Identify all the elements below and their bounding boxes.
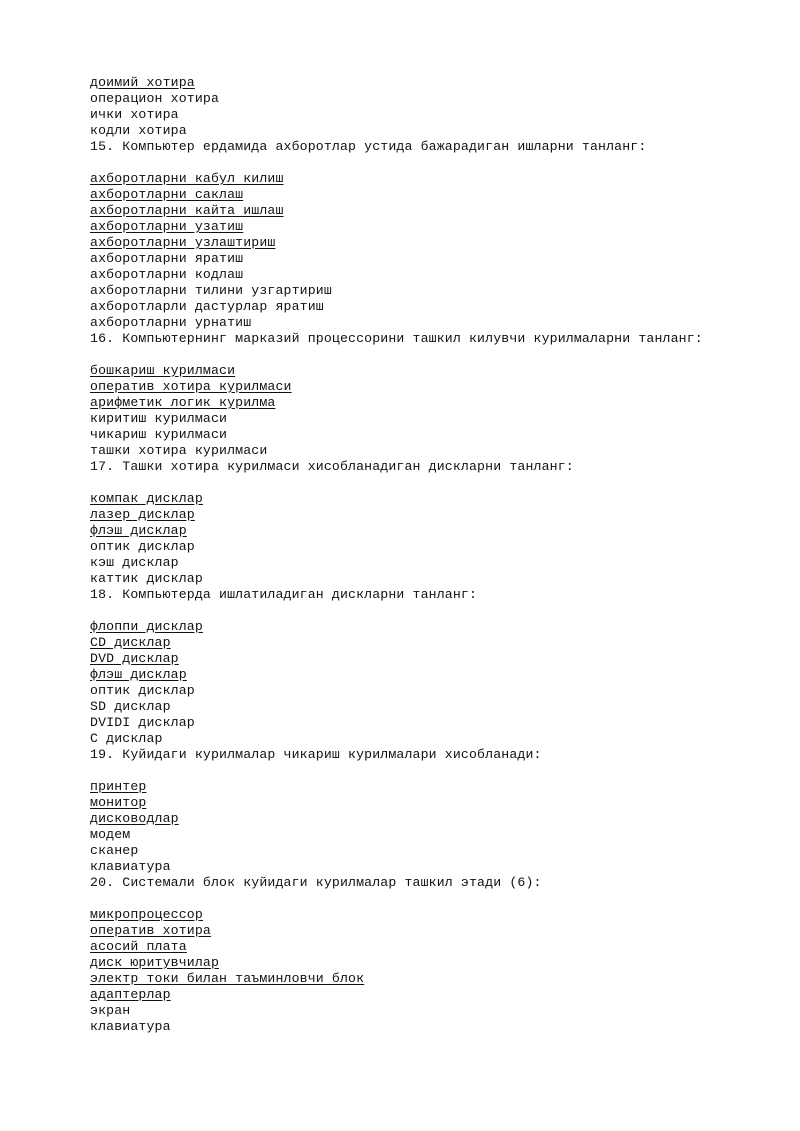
correct-answer-option: DVD дисклар <box>90 651 179 666</box>
correct-answer-option: компак дисклар <box>90 491 203 506</box>
blank-line <box>90 475 770 491</box>
correct-answer-option: арифметик логик курилма <box>90 395 276 410</box>
answer-option: ахборотларни тилини узгартириш <box>90 283 332 298</box>
correct-answer-option: микропроцессор <box>90 907 203 922</box>
correct-answer-option: флэш дисклар <box>90 523 187 538</box>
correct-answer-option: монитор <box>90 795 147 810</box>
answer-option: кэш дисклар <box>90 555 179 570</box>
answer-option: операцион хотира <box>90 91 220 106</box>
question-text: 17. Ташки хотира курилмаси хисобланадиган дискларни танланг: <box>90 459 574 474</box>
answer-option: ахборотларни яратиш <box>90 251 244 266</box>
question-text: 19. Куйидаги курилмалар чикариш курилмалари хисобланади: <box>90 747 542 762</box>
correct-answer-option: бошкариш курилмаси <box>90 363 236 378</box>
blank-line <box>90 347 770 363</box>
correct-answer-option: ахборотларни узлаштириш <box>90 235 276 250</box>
correct-answer-option: ахборотларни кайта ишлаш <box>90 203 284 218</box>
correct-answer-option: электр токи билан таъминловчи блок <box>90 971 365 986</box>
correct-answer-option: принтер <box>90 779 147 794</box>
answer-option: ички хотира <box>90 107 179 122</box>
answer-option: С дисклар <box>90 731 163 746</box>
blank-line <box>90 155 770 171</box>
correct-answer-option: ахборотларни узатиш <box>90 219 244 234</box>
question-text: 20. Системали блок куйидаги курилмалар ташкил этади (6): <box>90 875 542 890</box>
answer-option: SD дисклар <box>90 699 171 714</box>
question-text: 16. Компьютернинг марказий процессорини ташкил килувчи курилмаларни танланг: <box>90 331 703 346</box>
answer-option: оптик дисклар <box>90 539 195 554</box>
blank-line <box>90 603 770 619</box>
correct-answer-option: ахборотларни саклаш <box>90 187 244 202</box>
answer-option: ахборотларни кодлаш <box>90 267 244 282</box>
answer-option: ахборотларли дастурлар яратиш <box>90 299 324 314</box>
correct-answer-option: оператив хотира <box>90 923 211 938</box>
correct-answer-option: ахборотларни кабул килиш <box>90 171 284 186</box>
correct-answer-option: CD дисклар <box>90 635 171 650</box>
answer-option: сканер <box>90 843 139 858</box>
answer-option: кодли хотира <box>90 123 187 138</box>
blank-line <box>90 763 770 779</box>
answer-option: киритиш курилмаси <box>90 411 228 426</box>
correct-answer-option: дисководлар <box>90 811 179 826</box>
correct-answer-option: адаптерлар <box>90 987 171 1002</box>
question-text: 18. Компьютерда ишлатиладиган дискларни танланг: <box>90 587 478 602</box>
answer-option: клавиатура <box>90 859 171 874</box>
answer-option: клавиатура <box>90 1019 171 1034</box>
answer-option: DVIDI дисклар <box>90 715 195 730</box>
answer-option: ташки хотира курилмаси <box>90 443 268 458</box>
correct-answer-option: оператив хотира курилмаси <box>90 379 292 394</box>
correct-answer-option: диск юритувчилар <box>90 955 220 970</box>
correct-answer-option: асосий плата <box>90 939 187 954</box>
correct-answer-option: лазер дисклар <box>90 507 195 522</box>
correct-answer-option: доимий хотира <box>90 75 195 90</box>
correct-answer-option: флоппи дисклар <box>90 619 203 634</box>
answer-option: ахборотларни урнатиш <box>90 315 252 330</box>
blank-line <box>90 891 770 907</box>
correct-answer-option: флэш дисклар <box>90 667 187 682</box>
answer-option: оптик дисклар <box>90 683 195 698</box>
question-text: 15. Компьютер ердамида ахборотлар устида бажарадиган ишларни танланг: <box>90 139 647 154</box>
answer-option: каттик дисклар <box>90 571 203 586</box>
answer-option: чикариш курилмаси <box>90 427 228 442</box>
answer-option: модем <box>90 827 131 842</box>
answer-option: экран <box>90 1003 131 1018</box>
document-body <box>90 75 770 1035</box>
